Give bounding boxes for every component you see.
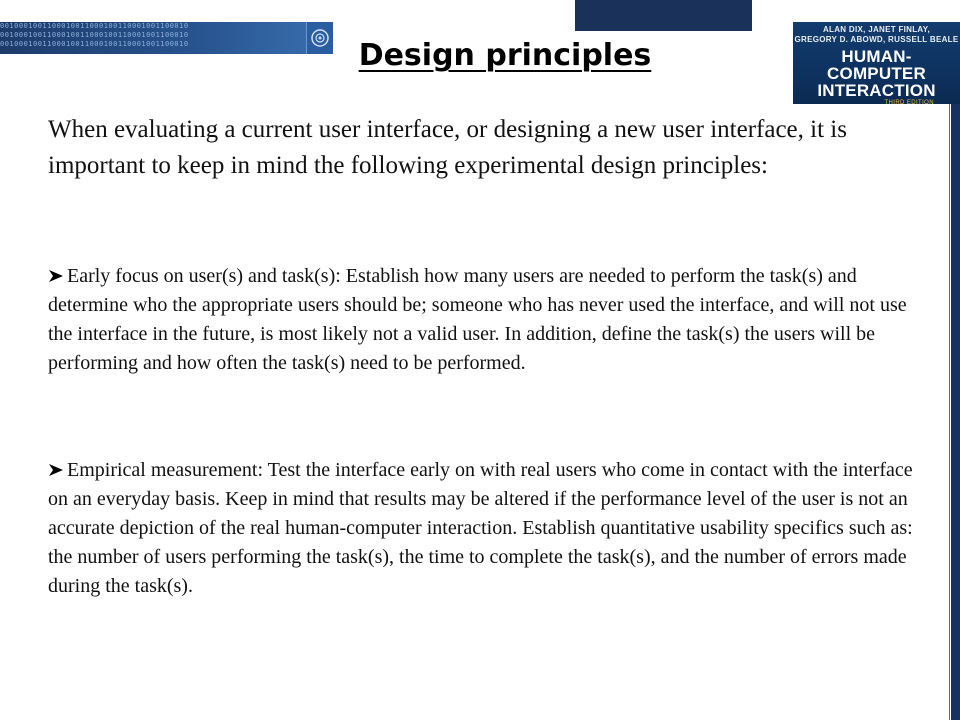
book-title-line-1: HUMAN-COMPUTER	[827, 47, 926, 83]
right-accent-line	[949, 60, 950, 720]
book-authors-line-1: ALAN DIX, JANET FINLAY,	[822, 25, 931, 34]
top-accent-bar	[575, 0, 752, 31]
page-title: Design principles	[358, 38, 652, 73]
intro-paragraph: When evaluating a current user interface, or designing a new user interface, it is important to keep in mind the following experimental design principles:	[48, 116, 847, 179]
binary-row: 0010001001100010011000100110001001100010	[0, 31, 189, 39]
book-edition: THIRD EDITION	[884, 100, 934, 104]
right-accent-strip	[940, 60, 960, 720]
book-authors-line-2: GREGORY D. ABOWD, RUSSELL BEALE	[794, 35, 959, 44]
bullet-item	[48, 456, 924, 601]
arrow-bullet-icon	[48, 463, 64, 477]
bullet-text: Empirical measurement: Test the interface early on with real users who come in contact with the interface on an everyday basis. Keep in mind that results may be altered if the performance level of the user is not an accurate depiction of the real human-computer interaction. Establish quantitative usability specifics such as: the number of users performing the task(s), the time to complete the task(s), and the number of errors made during the task(s).	[48, 459, 913, 597]
binary-row: 0010001001100010011000100110001001100010	[0, 22, 189, 30]
arrow-bullet-icon	[48, 269, 64, 283]
bullet-item	[48, 262, 924, 378]
bullet-text: Early focus on user(s) and task(s): Establish how many users are needed to perform the task(s) and determine who the appropriate users should be; someone who has never used the interface, and will not use the interface in the future, is most likely not a valid user. In addition, define the task(s) the users will be performing and how often the task(s) need to be performed.	[48, 265, 907, 374]
binary-row: 0010001001100010011000100110001001100010	[0, 40, 189, 48]
book-title-line-2: INTERACTION	[817, 81, 936, 100]
